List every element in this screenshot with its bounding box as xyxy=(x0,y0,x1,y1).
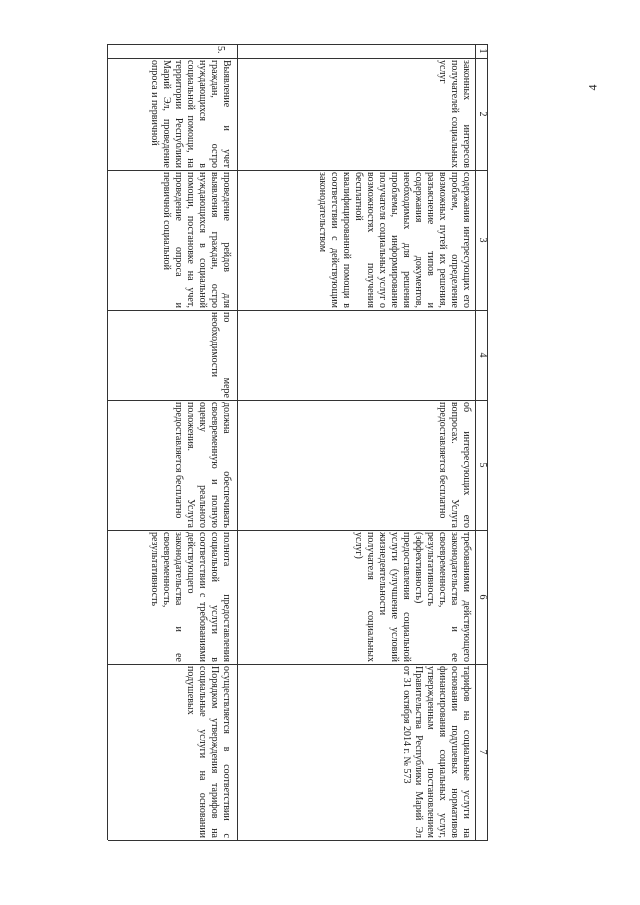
header-col-2: 2 xyxy=(477,111,488,117)
row1-col5: об интересующих его вопросах. Услуга предоставляется бесплатно xyxy=(437,402,472,528)
row2-col7: осуществляется в соответствии с Порядком утверждения тарифов на социальные услуги на основании подушевых xyxy=(185,666,232,838)
header-col-7: 7 xyxy=(477,749,488,755)
col-border-3 xyxy=(108,310,488,311)
row1-col7: тарифов на социальные услуги на основании подушевых нормативов финансирования социальных услуг, утвержденным постановлением Правительства Республики Марий Эл от 31 октября 2014 г. № 573 xyxy=(401,666,472,838)
header-col-1: 1 xyxy=(477,48,488,54)
services-table xyxy=(108,44,488,840)
row2-col3: проведение рейдов для выявления граждан, остро нуждающихся в социальной помощи, постановке на учет, проведение опроса и первичной социальной xyxy=(161,172,232,308)
header-col-6: 6 xyxy=(477,594,488,600)
header-col-5: 5 xyxy=(477,462,488,468)
page-number: 4 xyxy=(585,84,600,91)
header-col-4: 4 xyxy=(477,352,488,358)
rotated-page xyxy=(108,44,488,840)
row2-number: 5. xyxy=(215,46,226,54)
row1-col2: законных интересов получателей социальных услуг xyxy=(437,60,472,168)
col-border-0 xyxy=(108,44,488,45)
row-separator xyxy=(237,44,238,840)
row2-col5: должна обеспечивать своевременную и полную оценку реального положения. Услуга предоставляется бесплатно xyxy=(173,402,232,528)
row2-col4: по мере необходимости xyxy=(209,312,232,398)
row1-col3: содержания интересующих его проблем, определение возможных путей их решения, разъяснение типов и содержания документов, необходимых для решения проблемы, информирование получателя социальных услуг о возможностях получения бесплатной квалифицированной помощи в соответствии с действующим законодательством xyxy=(317,172,472,308)
header-col-3: 3 xyxy=(477,237,488,243)
row2-col6: полнота предоставления социальной услуги в соответствии с требованиями действующего законодательства и ее своевременность, результативность xyxy=(149,532,232,662)
col-border-4 xyxy=(108,400,488,401)
col-border-7 xyxy=(108,840,488,841)
row2-col2: Выявление и учет граждан, остро нуждающихся в социальной помощи, на территории Республики Марий Эл, проведение опроса и первичной xyxy=(149,60,232,168)
table-bottom-line xyxy=(107,44,108,840)
row1-col6: требованиями действующего законодательства и ее своевременность, результативность (эффективность) предоставления социальной услуги (улучшение условий жизнедеятельности получателя социальных услуг) xyxy=(353,532,472,662)
